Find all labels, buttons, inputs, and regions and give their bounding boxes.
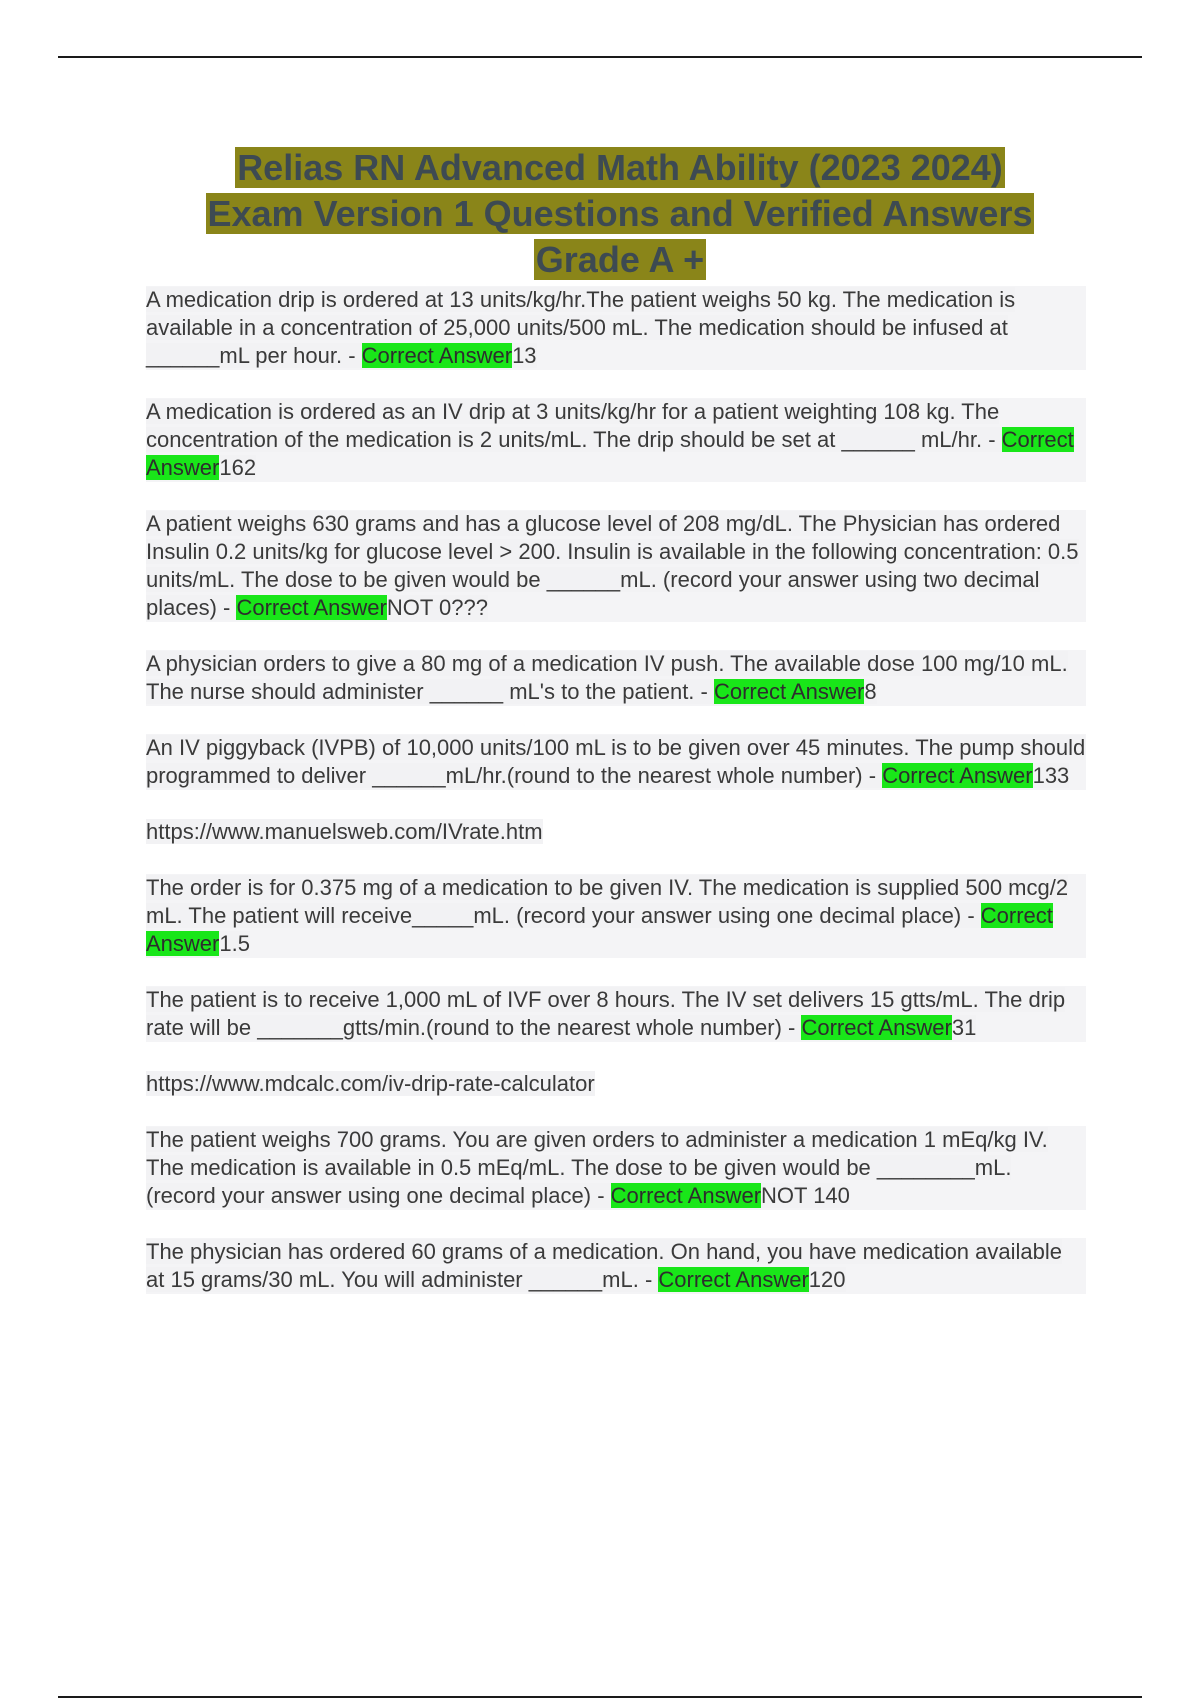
correct-answer-label: Correct Answer [146, 427, 1074, 480]
answer-value: NOT 140 [761, 1183, 850, 1208]
reference-link[interactable] [146, 818, 1086, 846]
answer-value: 8 [864, 679, 877, 704]
correct-answer-label: Correct Answer [610, 1183, 762, 1208]
question-list [146, 286, 1086, 1322]
question-text: A medication drip is ordered at 13 units/kg/hr.The patient weighs 50 kg. The medication is available in a concentration of 25,000 units/500 mL. The medication should be infused at ______mL per hour. - [146, 287, 1016, 368]
answer-value: NOT 0??? [386, 595, 488, 620]
answer-value: 31 [951, 1015, 977, 1040]
title-line-1: Relias RN Advanced Math Ability (2023 2024) [237, 147, 1003, 188]
correct-answer-label: Correct Answer [713, 679, 865, 704]
reference-link[interactable] [146, 1070, 1086, 1098]
question-item [146, 1126, 1086, 1210]
bottom-rule [58, 1696, 1142, 1698]
correct-answer-label: Correct Answer [236, 595, 387, 620]
question-text: A medication is ordered as an IV drip at 3 units/kg/hr for a patient weighting 108 kg. The concentration of the medication is 2 units/mL. The drip should be set at ______ mL/hr. - [146, 399, 1002, 452]
question-item [146, 734, 1086, 790]
question-item [146, 874, 1086, 958]
correct-answer-label: Correct Answer [361, 343, 513, 368]
question-text: A physician orders to give a 80 mg of a medication IV push. The available dose 100 mg/10 mL. The nurse should administer ______ mL's to the patient. - [146, 651, 1068, 704]
title-line-2: Exam Version 1 Questions and Verified Answers [207, 193, 1033, 234]
question-text: The order is for 0.375 mg of a medication to be given IV. The medication is supplied 500 mcg/2 mL. The patient will receive_____mL. (record your answer using one decimal place) - [146, 875, 1069, 928]
top-rule [58, 56, 1142, 58]
answer-value: 13 [512, 343, 537, 368]
question-item [146, 510, 1086, 622]
answer-value: 133 [1032, 763, 1070, 788]
question-item [146, 286, 1086, 370]
document-title [140, 145, 1100, 283]
title-line-3: Grade A + [535, 239, 705, 280]
correct-answer-label: Correct Answer [146, 903, 1053, 956]
question-text: An IV piggyback (IVPB) of 10,000 units/100 mL is to be given over 45 minutes. The pump should programmed to deliver ______mL/hr.(round to the nearest whole number) - [146, 735, 1086, 788]
answer-value: 1.5 [219, 931, 250, 956]
question-item [146, 1238, 1086, 1294]
correct-answer-label: Correct Answer [658, 1267, 809, 1292]
question-item [146, 986, 1086, 1042]
question-item [146, 650, 1086, 706]
answer-value: 120 [808, 1267, 846, 1292]
correct-answer-label: Correct Answer [801, 1015, 952, 1040]
correct-answer-label: Correct Answer [882, 763, 1033, 788]
answer-value: 162 [219, 455, 257, 480]
reference-link-text[interactable]: https://www.mdcalc.com/iv-drip-rate-calculator [146, 1071, 595, 1096]
question-text: The physician has ordered 60 grams of a medication. On hand, you have medication available at 15 grams/30 mL. You will administer ______mL. - [146, 1239, 1062, 1292]
question-item [146, 398, 1086, 482]
question-text: The patient is to receive 1,000 mL of IVF over 8 hours. The IV set delivers 15 gtts/mL. The drip rate will be _______gtts/min.(round to the nearest whole number) - [146, 987, 1066, 1040]
question-text: A patient weighs 630 grams and has a glucose level of 208 mg/dL. The Physician has ordered Insulin 0.2 units/kg for glucose level > 200. Insulin is available in the following concentration: 0.5 units/mL. The dose to be given would be ______mL. (record your answer using two decimal places) - [146, 511, 1079, 620]
question-text: The patient weighs 700 grams. You are given orders to administer a medication 1 mEq/kg IV. The medication is available in 0.5 mEq/mL. The dose to be given would be ________mL. (record your answer using one decimal place) - [146, 1127, 1048, 1208]
reference-link-text[interactable]: https://www.manuelsweb.com/IVrate.htm [146, 819, 543, 844]
